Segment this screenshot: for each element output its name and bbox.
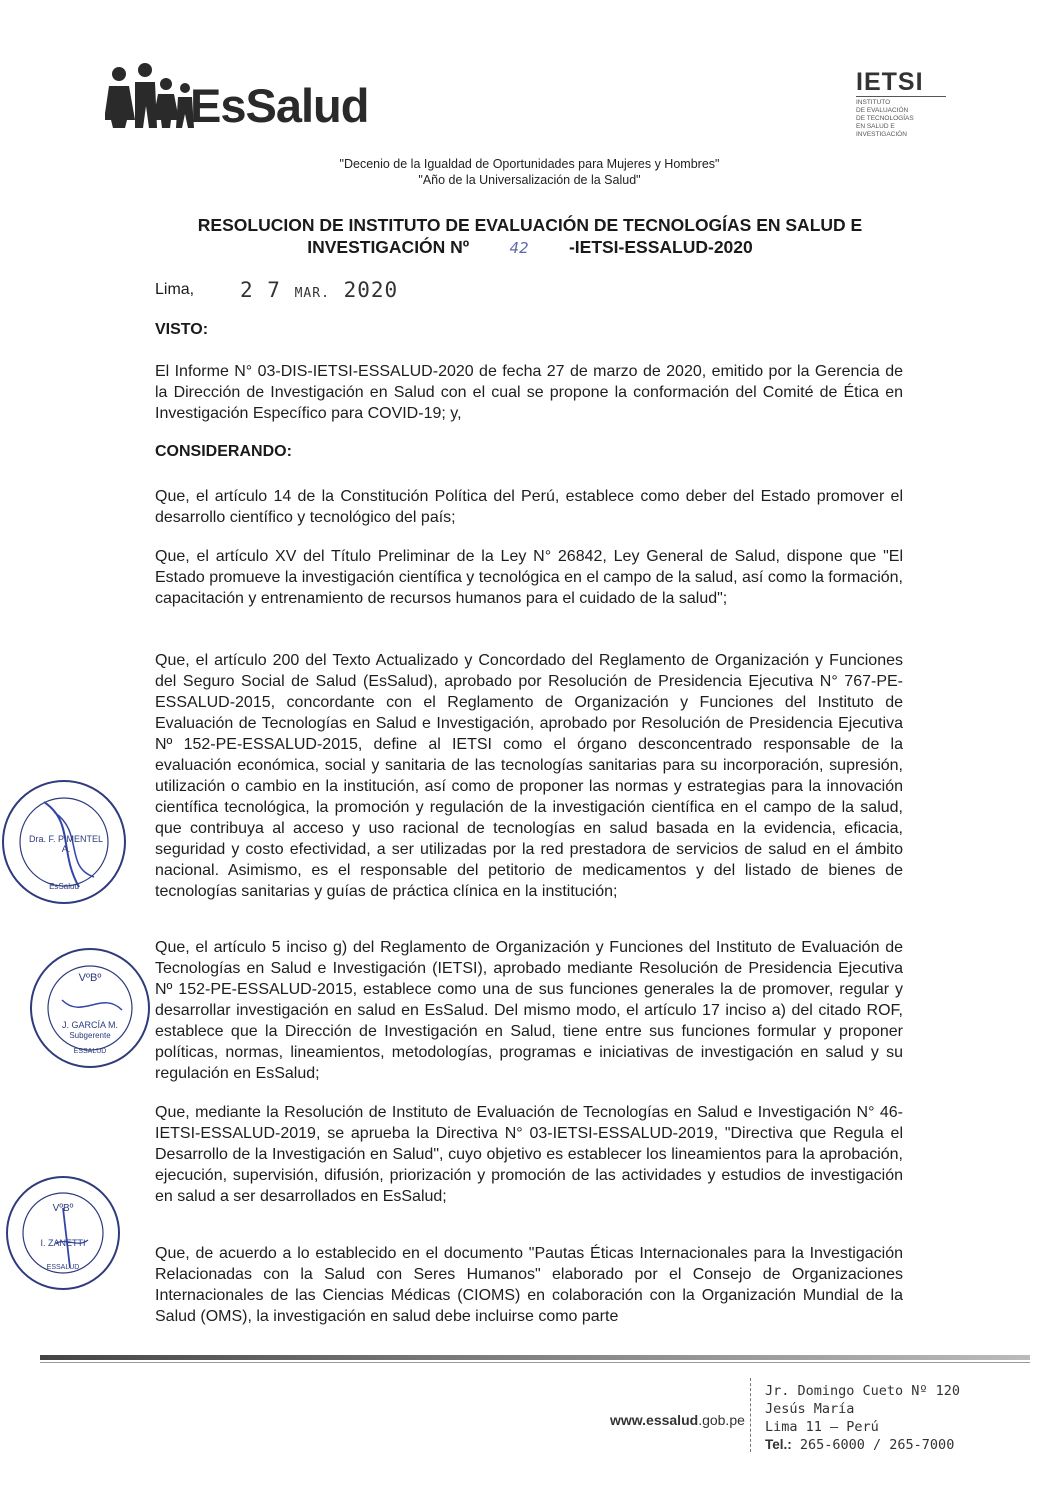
family-figures-icon [105,62,195,130]
considerando-heading: CONSIDERANDO: [155,443,292,460]
date-month: MAR. [294,286,330,301]
website-link[interactable] [610,1412,745,1428]
ietsi-sub-line: DE TECNOLOGÍAS [856,115,914,122]
footer-separator [750,1378,752,1452]
considerando-paragraph: Que, el artículo XV del Título Preliminar de la Ley N° 26842, Ley General de Salud, dispone que "El Estado promueve la investigación científica y tecnológica en el campo de la salud, así como la formación, capacitación y entrenamiento de recursos humanos para el cuidado de la salud"; [155,548,903,607]
stamp-ring-icon [8,1178,118,1288]
resolution-title-line2 [140,236,920,259]
considerando-paragraph: Que, mediante la Resolución de Instituto de Evaluación de Tecnologías en Salud e Investigación N° 46-IETSI-ESSALUD-2019, se aprueba la Directiva N° 03-IETSI-ESSALUD-2019, "Directiva que Regula el Desarrollo de la Investigación en Salud", cuyo objetivo es establecer los lineamientos para la aprobación, ejecución, supervisión, difusión, priorización y promoción de las actividades y estudios de investigación en salud a ser desarrollados en EsSalud; [155,1104,903,1205]
footer-divider-thin [40,1362,1030,1363]
address-line: Lima 11 – Perú [765,1419,879,1435]
stamp-vb: VºBº [78,972,102,984]
stamp-subgerencia [30,948,150,1068]
stamp-bottom: ESSALUD [46,1264,80,1271]
handwritten-number: 42 [509,239,529,257]
date-year: 2020 [343,278,399,302]
brand-name: EsSalud [190,79,369,132]
ietsi-subtitle [856,99,946,139]
considerando-paragraph: Que, de acuerdo a lo establecido en el documento "Pautas Éticas Internacionales para la Investigación Relacionadas con la Salud con Seres Humanos" elaborado por el Consejo de Organizaciones Internacionales de las Ciencias Médicas (CIOMS) en colaboración con la Organización Mundial de la Salud (OMS), la investigación en salud debe incluirse como parte [155,1245,903,1325]
title-suffix: -IETSI-ESSALUD-2020 [568,237,753,257]
date-day: 2 7 [240,278,281,302]
website-tld: .gob.pe [698,1412,745,1428]
date-place: Lima, [155,281,195,298]
stamp-signer: I. ZANETTI [40,1238,86,1248]
ietsi-sub-line: INSTITUTO [856,99,891,106]
ietsi-sub-line: INVESTIGACIÓN [856,131,907,138]
address-line: Jesús María [765,1401,855,1417]
stamp-signer: J. GARCÍA M. [61,1020,118,1030]
considerando-paragraph: Que, el artículo 5 inciso g) del Reglamento de Organización y Funciones del Instituto de Evaluación de Tecnologías en Salud e Investigación (IETSI), aprobado mediante Resolución de Presidencia Ejecutiva Nº 152-PE-ESSALUD-2015, establece como una de sus funciones generales la de promover, regular y desarrollar investigación en salud en EsSalud. Del mismo modo, el artículo 17 inciso a) del citado ROF, establece que la Dirección de Investigación en Salud, tiene entre sus funciones formular y proponer políticas, normas, lineamientos, metodologías, programas e iniciativas de investigación en salud y su regulación en EsSalud; [155,939,903,1082]
phone-label: Tel.: [765,1437,792,1452]
visto-text: El Informe N° 03-DIS-IETSI-ESSALUD-2020 de fecha 27 de marzo de 2020, emitido por la Gerencia de la Dirección de Investigación en Salud con el cual se propone la conformación del Comité de Ética en Investigación Específico para COVID-19; y, [155,363,903,422]
stamp-role: Subgerente [69,1031,111,1040]
stamp-vb: VºBº [52,1203,74,1214]
footer-divider [40,1355,1030,1360]
footer-address [765,1382,960,1454]
stamp-gerencia [2,780,126,904]
motto-anio: "Año de la Universalización de la Salud" [418,173,641,187]
motto-decenio: "Decenio de la Igualdad de Oportunidades para Mujeres y Hombres" [339,157,720,171]
address-line: Jr. Domingo Cueto Nº 120 [765,1383,961,1399]
stamp-asesoria [6,1176,120,1290]
website-domain: www.essalud [610,1412,699,1428]
phone-value: 265-6000 / 265-7000 [799,1437,955,1453]
stamp-signer: Dra. F. PIMENTEL A. [28,834,103,854]
stamp-bottom: ESSALUD [73,1048,107,1055]
ietsi-logo [856,68,946,139]
considerando-paragraph: Que, el artículo 200 del Texto Actualizado y Concordado del Reglamento de Organización y Funciones del Seguro Social de Salud (EsSalud), aprobado por Resolución de Presidencia Ejecutiva N° 767-PE-ESSALUD-2015, concordante con el Reglamento de Organización y Funciones del Instituto de Evaluación de Tecnologías en Salud e Investigación, aprobado por Resolución de Presidencia Ejecutiva Nº 152-PE-ESSALUD-2015, define al IETSI como el órgano desconcentrado responsable de la evaluación económica, social y sanitaria de las tecnologías sanitarias para su incorporación, supresión, utilización o cambio en la institución, así como de proponer las normas y estrategias para la innovación científica tecnológica, la promoción y regulación de la investigación científica en el campo de la salud, que contribuya al acceso y uso racional de tecnologías en salud basada en la evidencia, eficacia, seguridad y costo efectividad, a ser utilizadas por la red prestadora de servicios de salud en el ámbito nacional. Asimismo, es el responsable del petitorio de medicamentos y del listado de bienes de tecnologías sanitarias y guías de práctica clínica en la institución; [155,652,903,900]
date-stamp [240,278,398,302]
visto-heading: VISTO: [155,321,209,338]
ietsi-title: IETSI [856,68,946,97]
title-prefix: INVESTIGACIÓN Nº [307,237,470,257]
ietsi-sub-line: DE EVALUACIÓN [856,107,909,114]
resolution-title-line1: RESOLUCION DE INSTITUTO DE EVALUACIÓN DE TECNOLOGÍAS EN SALUD E [197,215,863,235]
ietsi-sub-line: EN SALUD E [856,123,895,130]
phone-line [765,1436,960,1454]
considerando-paragraph: Que, el artículo 14 de la Constitución Política del Perú, establece como deber del Estado promover el desarrollo científico y tecnológico del país; [155,488,903,526]
stamp-bottom: EsSalud [49,882,79,891]
